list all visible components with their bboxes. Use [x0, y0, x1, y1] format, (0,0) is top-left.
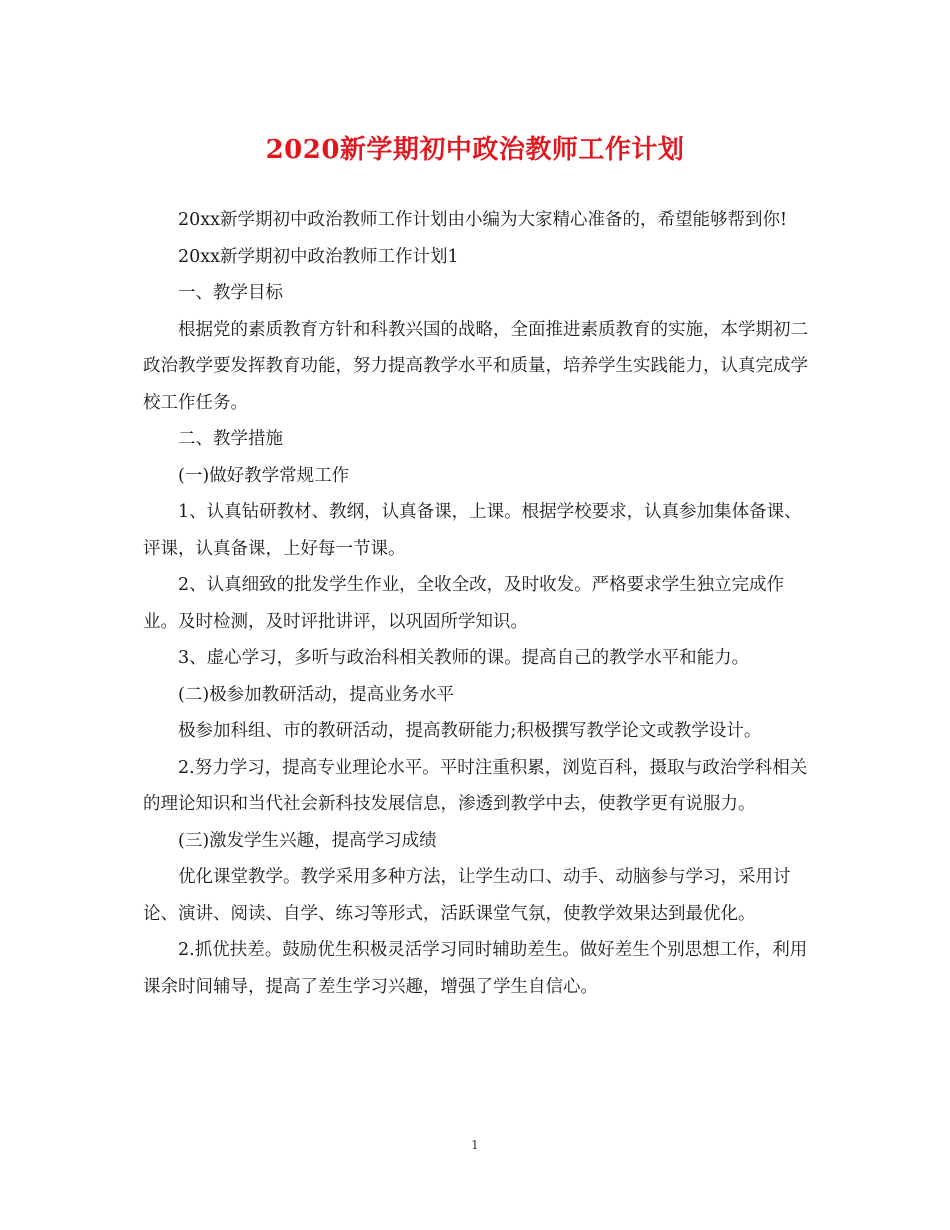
plan-heading: 20xx新学期初中政治教师工作计划1 — [178, 246, 459, 267]
goals-paragraph: 根据党的素质教育方针和科教兴国的战略，全面推进素质教育的实施，本学期初二政治教学要发挥教育功能，努力提高教学水平和质量，培养学生实践能力，认真完成学校工作任务。 — [143, 319, 808, 413]
section-heading-measures: 二、教学措施 — [178, 429, 283, 449]
measure-item-1: 1、认真钻研教材、教纲，认真备课，上课。根据学校要求，认真参加集体备课、评课，认真备课，上好每一节课。 — [143, 502, 802, 559]
document-body — [143, 202, 811, 1005]
page-number: 1 — [471, 1138, 479, 1152]
measure-item-3: 3、虚心学习，多听与政治科相关教师的课。提高自己的教学水平和能力。 — [178, 648, 750, 668]
subsection-heading-1: (一)做好教学常规工作 — [178, 465, 350, 486]
intro-paragraph: 20xx新学期初中政治教师工作计划由小编为大家精心准备的，希望能够帮到你! — [178, 210, 788, 230]
classroom-paragraph: 优化课堂教学。教学采用多种方法，让学生动口、动手、动脑参与学习，采用讨论、演讲、阅读、自学、练习等形式，活跃课堂气氛，使教学效果达到最优化。 — [143, 867, 791, 924]
research-paragraph: 极参加科组、市的教研活动，提高教研能力;积极撰写教学论文或教学设计。 — [178, 721, 762, 741]
measure-item-2: 2、认真细致的批发学生作业，全收全改，及时收发。严格要求学生独立完成作业。及时检测，及时评批讲评，以巩固所学知识。 — [143, 575, 785, 632]
document-title: 2020新学期初中政治教师工作计划 — [265, 135, 685, 165]
study-paragraph: 2.努力学习，提高专业理论水平。平时注重积累，浏览百科，摄取与政治学科相关的理论知识和当代社会新科技发展信息，渗透到教学中去，使教学更有说服力。 — [143, 757, 808, 814]
subsection-heading-2: (二)极参加教研活动，提高业务水平 — [178, 684, 455, 705]
section-heading-goals: 一、教学目标 — [178, 283, 283, 303]
subsection-heading-3: (三)激发学生兴趣，提高学习成绩 — [178, 830, 437, 851]
support-paragraph: 2.抓优扶差。鼓励优生积极灵活学习同时辅助差生。做好差生个别思想工作，利用课余时间辅导，提高了差生学习兴趣，增强了学生自信心。 — [143, 940, 808, 997]
